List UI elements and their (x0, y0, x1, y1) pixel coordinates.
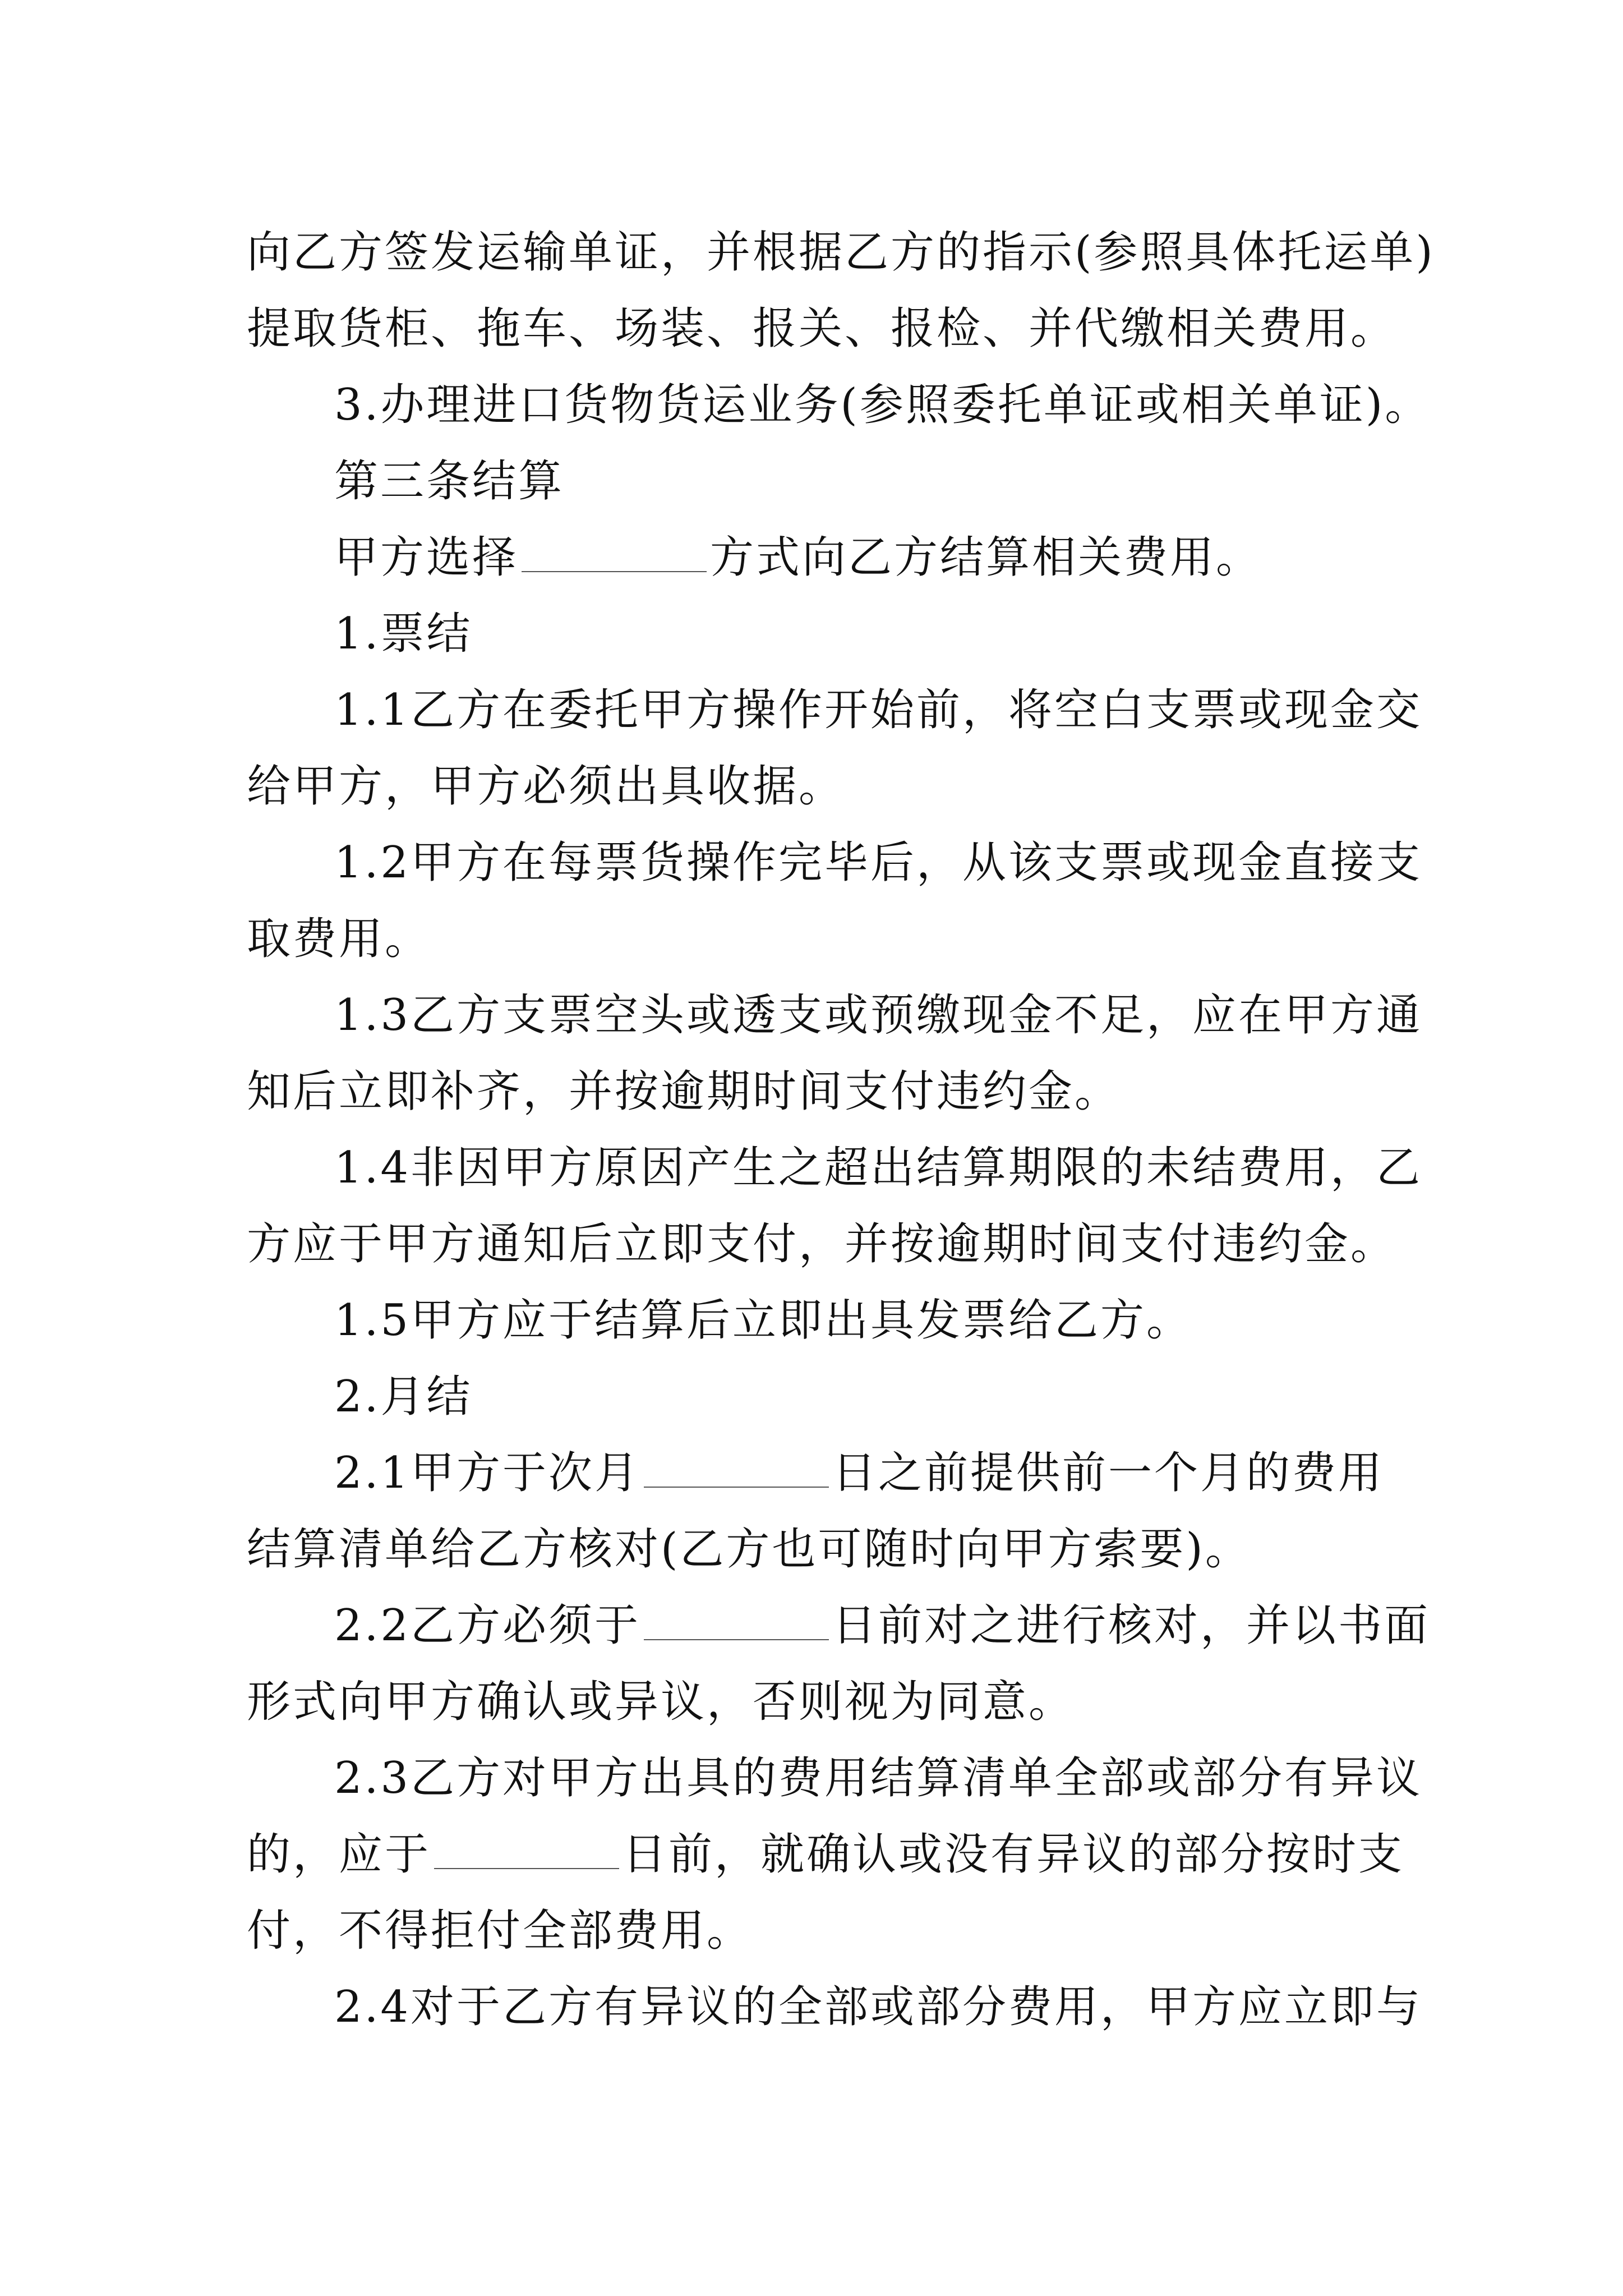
text-line: 1.4非因甲方原因产生之超出结算期限的未结费用，乙 (334, 1143, 1423, 1193)
text-line: 付，不得拒付全部费用。 (247, 1906, 753, 1956)
text-line: 1.5甲方应于结算后立即出具发票给乙方。 (334, 1295, 1193, 1346)
fill-in-blank[interactable] (434, 1829, 619, 1869)
text-line: 提取货柜、拖车、场装、报关、报检、并代缴相关费用。 (247, 303, 1397, 354)
text-line (247, 1435, 1391, 1511)
text-line: 1.2甲方在每票货操作完毕后，从该支票或现金直接支 (334, 838, 1423, 888)
subsection-heading: 1.票结 (334, 609, 473, 659)
text-segment: 日之前提供前一个月的费用 (832, 1448, 1385, 1498)
text-segment: 日前对之进行核对，并以书面 (832, 1600, 1431, 1651)
text-line: 形式向甲方确认或异议，否则视为同意。 (247, 1677, 1075, 1727)
text-segment: 2.1甲方于次月 (334, 1448, 641, 1498)
text-line (247, 1816, 1405, 1893)
text-line: 2.3乙方对甲方出具的费用结算清单全部或部分有异议 (334, 1753, 1423, 1803)
fill-in-blank[interactable] (522, 532, 707, 572)
text-line: 知后立即补齐，并按逾期时间支付违约金。 (247, 1066, 1121, 1117)
text-line: 1.1乙方在委托甲方操作开始前，将空白支票或现金交 (334, 685, 1423, 735)
subsection-heading: 2.月结 (334, 1372, 473, 1422)
text-line: 1.3乙方支票空头或透支或预缴现金不足，应在甲方通 (334, 990, 1423, 1041)
text-line: 取费用。 (247, 914, 431, 964)
text-line: 3.办理进口货物货运业务(参照委托单证或相关单证)。 (334, 380, 1431, 430)
text-line (247, 519, 1391, 596)
text-line: 方应于甲方通知后立即支付，并按逾期时间支付违约金。 (247, 1219, 1397, 1269)
fill-in-blank[interactable] (644, 1600, 829, 1640)
text-line: 2.4对于乙方有异议的全部或部分费用，甲方应立即与 (334, 1982, 1423, 2032)
document-body (247, 214, 1435, 2045)
text-line: 结算清单给乙方核对(乙方也可随时向甲方索要)。 (247, 1524, 1251, 1575)
text-line: 向乙方签发运输单证，并根据乙方的指示(参照具体托运单) (247, 227, 1435, 278)
text-line (247, 1588, 1431, 1664)
text-segment: 甲方选择 (334, 532, 519, 583)
text-segment: 的，应于 (247, 1829, 431, 1880)
text-line: 给甲方，甲方必须出具收据。 (247, 761, 845, 812)
text-segment: 日前，就确认或没有异议的部分按时支 (623, 1829, 1405, 1880)
fill-in-blank[interactable] (644, 1447, 829, 1488)
text-segment: 2.2乙方必须于 (334, 1600, 641, 1651)
text-segment: 方式向乙方结算相关费用。 (710, 532, 1262, 583)
section-heading: 第三条结算 (334, 456, 565, 507)
